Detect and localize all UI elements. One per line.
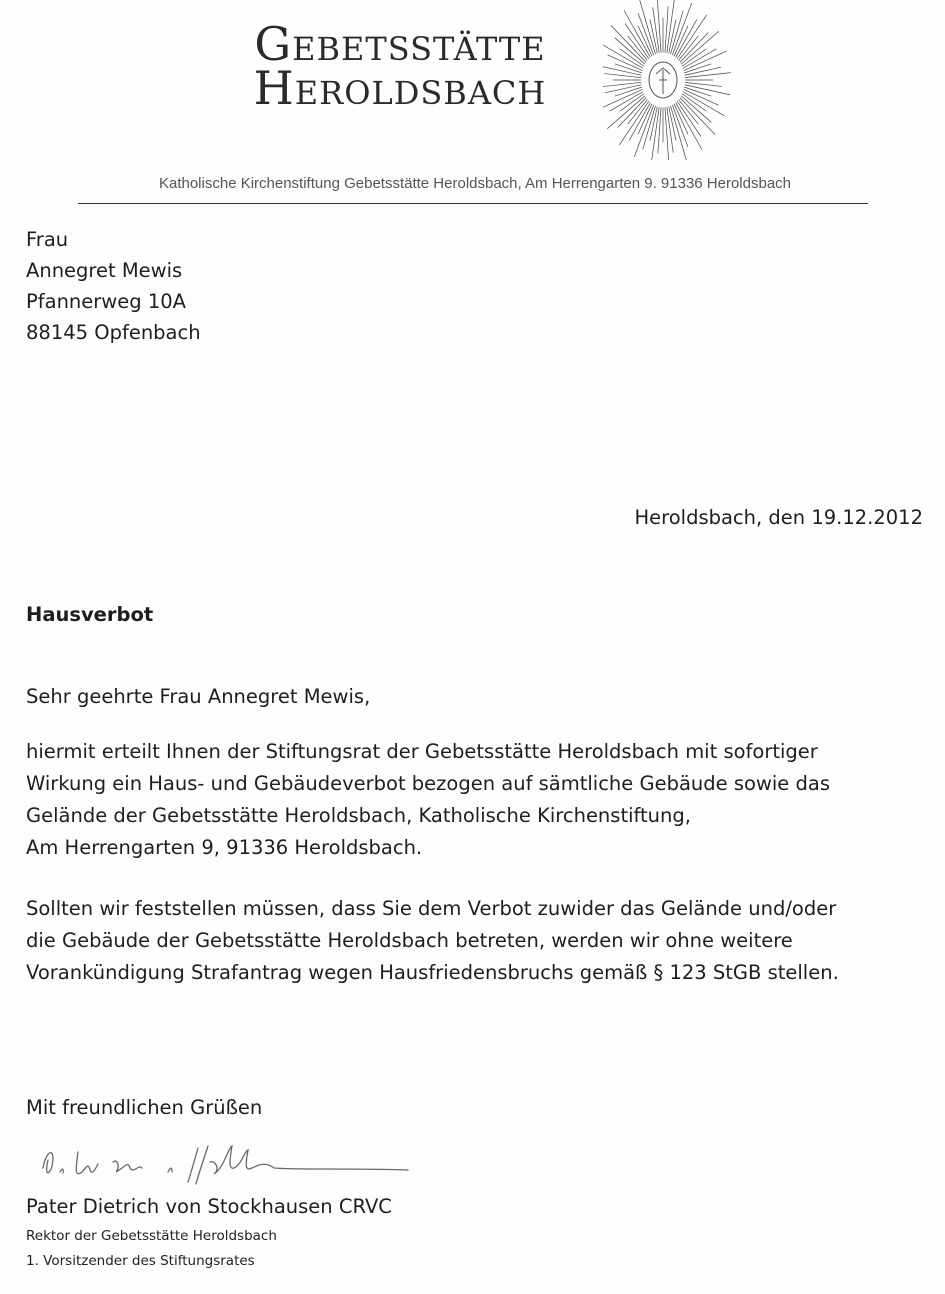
letter-salutation: Sehr geehrte Frau Annegret Mewis,	[26, 685, 371, 708]
signer-role-chairman: 1. Vorsitzender des Stiftungsrates	[26, 1253, 255, 1269]
sunburst-ray	[676, 103, 702, 150]
sunburst-ray	[619, 101, 649, 145]
paragraph-line: die Gebäude der Gebetsstätte Heroldsbach betreten, werden wir ohne weitere	[26, 929, 793, 952]
sunburst-ray	[607, 96, 645, 129]
letter-subject: Hausverbot	[26, 603, 154, 626]
recipient-name: Annegret Mewis	[26, 259, 183, 282]
paragraph-1	[26, 736, 926, 864]
radiant-sunburst-emblem-icon	[603, 0, 735, 160]
sender-address-line: Katholische Kirchenstiftung Gebetsstätte Heroldsbach, Am Herrengarten 9. 91336 Heroldsbach	[158, 175, 792, 192]
paragraph-line: Wirkung ein Haus- und Gebäudeverbot bezogen auf sämtliche Gebäude sowie das	[26, 772, 830, 795]
paragraph-line: Am Herrengarten 9, 91336 Heroldsbach.	[26, 836, 423, 859]
paragraph-line: hiermit erteilt Ihnen der Stiftungsrat der Gebetsstätte Heroldsbach mit sofortiger	[26, 740, 818, 763]
sunburst-ray	[624, 10, 650, 57]
letter-date: Heroldsbach, den 19.12.2012	[634, 506, 923, 529]
sunburst-ray	[677, 15, 707, 59]
signer-name: Pater Dietrich von Stockhausen CRVC	[26, 1195, 392, 1218]
recipient-street: Pfannerweg 10A	[26, 290, 186, 313]
signer-role-rector: Rektor der Gebetsstätte Heroldsbach	[26, 1228, 277, 1244]
paragraph-line: Sollten wir feststellen müssen, dass Sie dem Verbot zuwider das Gelände und/oder	[26, 897, 837, 920]
handwritten-signature	[38, 1138, 418, 1188]
letter-closing: Mit freundlichen Grüßen	[26, 1096, 263, 1119]
sunburst-ray	[611, 25, 646, 62]
logo-line-1: Gebetsstätte	[254, 17, 546, 71]
sunburst-ray	[680, 98, 715, 135]
header-divider	[78, 203, 868, 204]
sunburst-ray	[681, 31, 719, 64]
paragraph-line: Gelände der Gebetsstätte Heroldsbach, Katholische Kirchenstiftung,	[26, 804, 691, 827]
letterhead-logo-title	[200, 17, 600, 115]
sunburst-ray	[603, 82, 641, 87]
paragraph-line: Vorankündigung Strafantrag wegen Hausfriedensbruchs gemäß § 123 StGB stellen.	[26, 961, 839, 984]
paragraph-2	[26, 893, 926, 989]
recipient-city: 88145 Opfenbach	[26, 321, 201, 344]
recipient-title: Frau	[26, 228, 69, 251]
recipient-address-block	[26, 224, 201, 348]
logo-line-2: Heroldsbach	[253, 61, 547, 115]
